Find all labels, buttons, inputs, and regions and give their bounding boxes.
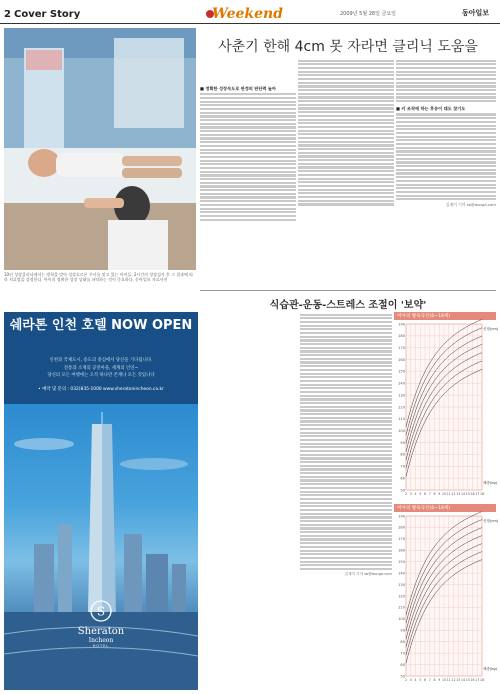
ad-line-2: 전통과 소재의 공연마을, 세계의 인연~: [63, 366, 139, 371]
x-tick-label: 13: [456, 678, 461, 682]
x-tick-label: 17: [475, 492, 480, 496]
ad-title: 쉐라톤 인천 호텔 NOW OPEN: [9, 318, 193, 333]
x-tick-label: 9: [438, 492, 441, 496]
subhead: ■ 키 조작에 하는 후송이 태도 찾기도: [396, 106, 466, 112]
y-tick-label: 190: [398, 514, 405, 519]
x-tick-label: 15: [465, 492, 470, 496]
article-column-3: [396, 58, 496, 288]
subhead: ■ 정확한 성장속도로 판정의 판단력 높아: [200, 86, 276, 91]
logo-hotel: HOTEL: [92, 644, 110, 648]
right-axis-label: 체중(kg): [483, 667, 498, 671]
chart-b-svg: [394, 512, 499, 686]
ad-header-panel: [4, 312, 198, 404]
y-tick-label: 90: [400, 628, 405, 633]
right-axis-label: 신장(cm): [483, 519, 499, 523]
x-tick-label: 5: [419, 678, 422, 682]
y-tick-label: 160: [398, 357, 405, 362]
y-tick-label: 160: [398, 548, 405, 553]
headline: 사춘기 한해 4cm 못 자라면 클리닉 도움을: [218, 39, 478, 55]
y-tick-label: 90: [400, 440, 405, 445]
svg-text:S: S: [96, 604, 106, 619]
y-tick-label: 150: [398, 560, 405, 565]
x-tick-label: 5: [419, 492, 422, 496]
x-tick-label: 12: [451, 492, 456, 496]
x-tick-label: 18: [479, 678, 485, 682]
growth-chart-a: [394, 312, 499, 502]
y-tick-label: 60: [400, 662, 405, 667]
x-tick-label: 13: [456, 492, 461, 496]
y-tick-label: 50: [400, 674, 405, 679]
chart-a-title: 여아의 발육곡선(0~18세): [394, 312, 496, 320]
article-column-2: [298, 58, 394, 288]
y-tick-label: 50: [400, 488, 405, 493]
x-tick-label: 8: [433, 678, 436, 682]
chart-a-svg: [394, 320, 499, 500]
x-tick-label: 14: [460, 492, 466, 496]
x-tick-label: 7: [428, 492, 431, 496]
x-tick-label: 11: [446, 492, 451, 496]
x-tick-label: 16: [470, 678, 475, 682]
photo-scene: [4, 28, 196, 270]
y-tick-label: 120: [398, 594, 405, 599]
x-tick-label: 11: [446, 678, 451, 682]
right-axis-label: 신장(cm): [483, 327, 499, 331]
x-tick-label: 6: [423, 678, 427, 682]
logo-name: Sheraton: [77, 626, 125, 637]
y-tick-label: 130: [398, 582, 405, 587]
x-tick-label: 12: [451, 678, 456, 682]
x-tick-label: 9: [438, 678, 441, 682]
hotel-advertisement[interactable]: [4, 312, 198, 690]
growth-chart-b: [394, 504, 499, 688]
weekend-logo: Weekend: [212, 6, 283, 22]
headline-2: 식습관-운동-스트레스 조절이 '보약': [269, 300, 427, 311]
y-tick-label: 120: [398, 405, 405, 410]
y-tick-label: 170: [398, 346, 405, 351]
page-number: 2: [4, 9, 11, 20]
y-tick-label: 100: [398, 429, 405, 434]
divider: [200, 290, 496, 291]
x-tick-label: 6: [423, 492, 427, 496]
x-tick-label: 14: [460, 678, 466, 682]
y-tick-label: 140: [398, 571, 405, 576]
section-label: Cover Story: [14, 9, 81, 20]
y-tick-label: 100: [398, 617, 405, 622]
ad-skyline-image: [4, 404, 198, 690]
article-photo: [4, 28, 196, 270]
x-tick-label: 4: [414, 678, 417, 682]
x-tick-label: 8: [433, 492, 436, 496]
x-tick-label: 18: [479, 492, 485, 496]
ad-line-3: 당신의 모든 여행에는 오직 하나만 존재나 모든 것입니다: [47, 373, 155, 378]
x-tick-label: 2: [404, 678, 408, 682]
y-tick-label: 150: [398, 369, 405, 374]
y-tick-label: 130: [398, 393, 405, 398]
y-tick-label: 180: [398, 334, 405, 339]
x-tick-label: 4: [414, 492, 417, 496]
x-tick-label: 15: [465, 678, 470, 682]
y-tick-label: 170: [398, 537, 405, 542]
x-tick-label: 17: [475, 678, 480, 682]
y-tick-label: 80: [400, 452, 405, 457]
x-tick-label: 10: [441, 678, 447, 682]
article-column-1: [200, 58, 296, 288]
y-tick-label: 110: [398, 605, 405, 610]
ad-line-1: 인천과 국제도시, 송도의 중심에서 당신을 기다립니다.: [49, 358, 153, 363]
byline-2: 김재이 기자 sb@donga.com: [344, 571, 392, 576]
sheraton-logo[interactable]: [76, 600, 126, 648]
page-header: [0, 0, 500, 24]
x-tick-label: 10: [441, 492, 447, 496]
sheraton-emblem-icon: [90, 600, 112, 622]
newspaper-name: 동아일보: [462, 9, 490, 17]
y-tick-label: 70: [400, 464, 405, 469]
y-tick-label: 110: [398, 417, 405, 422]
byline: 김재이 기자 sb@donga.com: [445, 201, 496, 207]
ad-contact[interactable]: • 예약 및 문의 : 032)835-1000 www.sheratonincheon.co.kr: [38, 387, 164, 392]
y-tick-label: 60: [400, 476, 405, 481]
y-tick-label: 190: [398, 322, 405, 327]
article-2-column: [300, 312, 392, 688]
photo-caption: 10년 성장클리닉에서는 방학을 맞아 성장호르몬 주사를 맞고 있는 아이들. 2시간의 성장검사 후 그 결과에 따라 치료법을 결정한다. 아이의 정확한 성장 상태를 파악하는 것이 중요하다. 동아일보 자료사진: [4, 272, 193, 283]
x-tick-label: 7: [428, 678, 431, 682]
y-tick-label: 140: [398, 381, 405, 386]
y-tick-label: 70: [400, 651, 405, 656]
logo-sub: Incheon: [88, 637, 114, 644]
x-tick-label: 16: [470, 492, 475, 496]
y-tick-label: 180: [398, 525, 405, 530]
x-tick-label: 3: [409, 678, 412, 682]
x-tick-label: 2: [404, 492, 408, 496]
x-tick-label: 3: [409, 492, 412, 496]
chart-b-title: 여아의 발육곡선(0~18세): [394, 504, 496, 512]
y-tick-label: 80: [400, 640, 405, 645]
right-axis-label: 체중(kg): [483, 481, 498, 485]
dateline: 2009년 5월 28일 금요일: [340, 11, 397, 17]
